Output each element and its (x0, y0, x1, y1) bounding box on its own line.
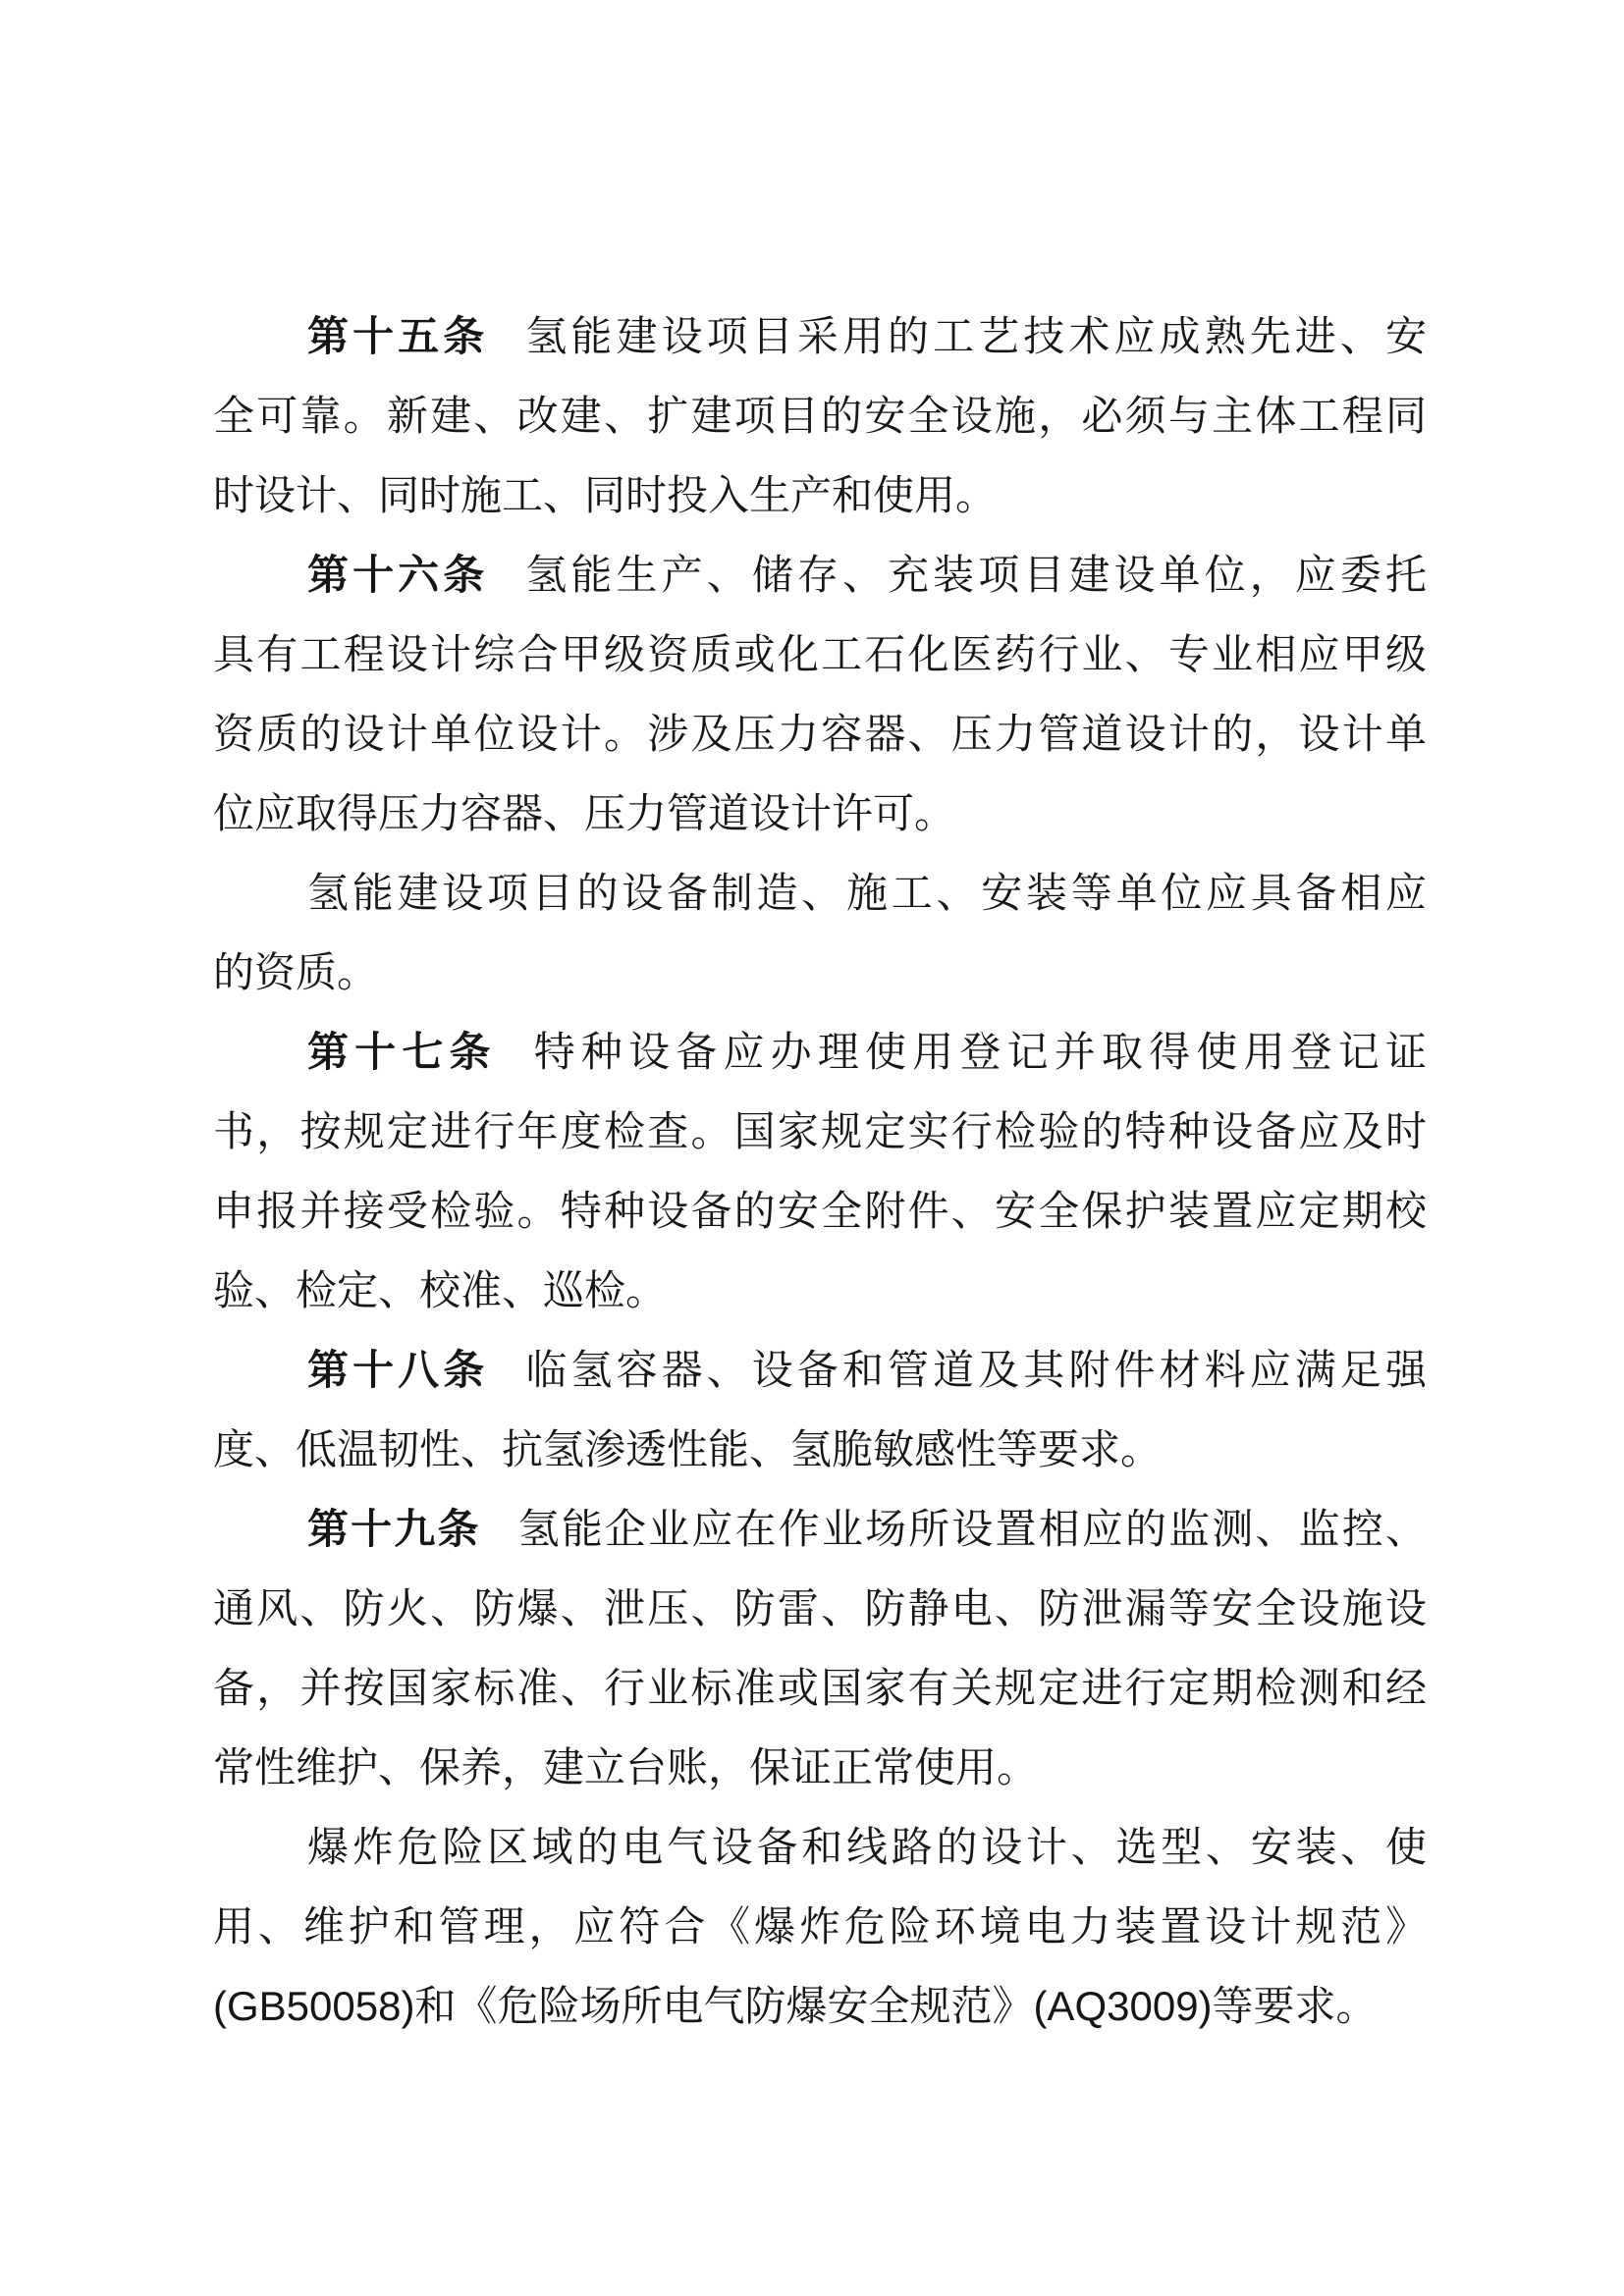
line-text: 爆炸危险区域的电气设备和线路的设计、选型、安装、使 (307, 1824, 1427, 1870)
text-line (213, 1728, 1427, 1807)
line-text: 用、维护和管理，应符合《爆炸危险环境电力装置设计规范》 (213, 1903, 1427, 1949)
text-line (213, 694, 1427, 774)
text-line (213, 1489, 1427, 1569)
line-text: 时设计、同时施工、同时投入生产和使用。 (213, 472, 998, 518)
article-number: 第十五条 (307, 313, 489, 359)
article-number: 第十六条 (307, 552, 489, 598)
text-line (213, 1012, 1427, 1092)
line-text: 资质的设计单位设计。涉及压力容器、压力管道设计的，设计单 (213, 711, 1427, 757)
text-block (213, 296, 1427, 2046)
text-line (213, 853, 1427, 933)
line-text: (GB50058)和《危险场所电气防爆安全规范》(AQ3009)等要求。 (213, 1983, 1378, 2029)
text-line (213, 774, 1427, 853)
line-text: 氢能生产、储存、充装项目建设单位，应委托 (525, 552, 1427, 598)
text-line (213, 1330, 1427, 1410)
text-line (213, 1092, 1427, 1171)
text-line (213, 1887, 1427, 1966)
line-text: 申报并接受检验。特种设备的安全附件、安全保护装置应定期校 (213, 1188, 1427, 1234)
article-number: 第十九条 (307, 1506, 481, 1552)
line-text: 备，并按国家标准、行业标准或国家有关规定进行定期检测和经 (213, 1665, 1427, 1711)
line-text: 通风、防火、防爆、泄压、防雷、防静电、防泄漏等安全设施设 (213, 1585, 1427, 1631)
text-line (213, 296, 1427, 376)
line-text: 具有工程设计综合甲级资质或化工石化医药行业、专业相应甲级 (213, 631, 1427, 677)
line-text: 氢能建设项目采用的工艺技术应成熟先进、安 (525, 313, 1427, 359)
text-line (213, 614, 1427, 694)
line-text: 临氢容器、设备和管道及其附件材料应满足强 (525, 1347, 1427, 1393)
line-text: 度、低温韧性、抗氢渗透性能、氢脆敏感性等要求。 (213, 1426, 1163, 1472)
line-text: 氢能企业应在作业场所设置相应的监测、监控、 (517, 1506, 1427, 1552)
text-line (213, 455, 1427, 535)
line-text: 氢能建设项目的设备制造、施工、安装等单位应具备相应 (307, 870, 1427, 916)
article-number: 第十八条 (307, 1347, 489, 1393)
line-text: 特种设备应办理使用登记并取得使用登记证 (533, 1029, 1427, 1075)
text-line (213, 1966, 1427, 2046)
line-text: 位应取得压力容器、压力管道设计许可。 (213, 790, 956, 836)
line-text: 书，按规定进行年度检查。国家规定实行检验的特种设备应及时 (213, 1108, 1427, 1154)
line-text: 验、检定、校准、巡检。 (213, 1267, 668, 1313)
text-line (213, 1171, 1427, 1251)
line-text: 常性维护、保养，建立台账，保证正常使用。 (213, 1744, 1039, 1790)
text-line (213, 933, 1427, 1012)
text-line (213, 1807, 1427, 1887)
text-line (213, 535, 1427, 614)
text-line (213, 1410, 1427, 1489)
line-text: 的资质。 (213, 949, 379, 995)
text-line (213, 1648, 1427, 1728)
line-text: 全可靠。新建、改建、扩建项目的安全设施，必须与主体工程同 (213, 393, 1427, 439)
article-number: 第十七条 (307, 1029, 497, 1075)
text-line (213, 1569, 1427, 1648)
text-line (213, 376, 1427, 455)
text-line (213, 1251, 1427, 1330)
